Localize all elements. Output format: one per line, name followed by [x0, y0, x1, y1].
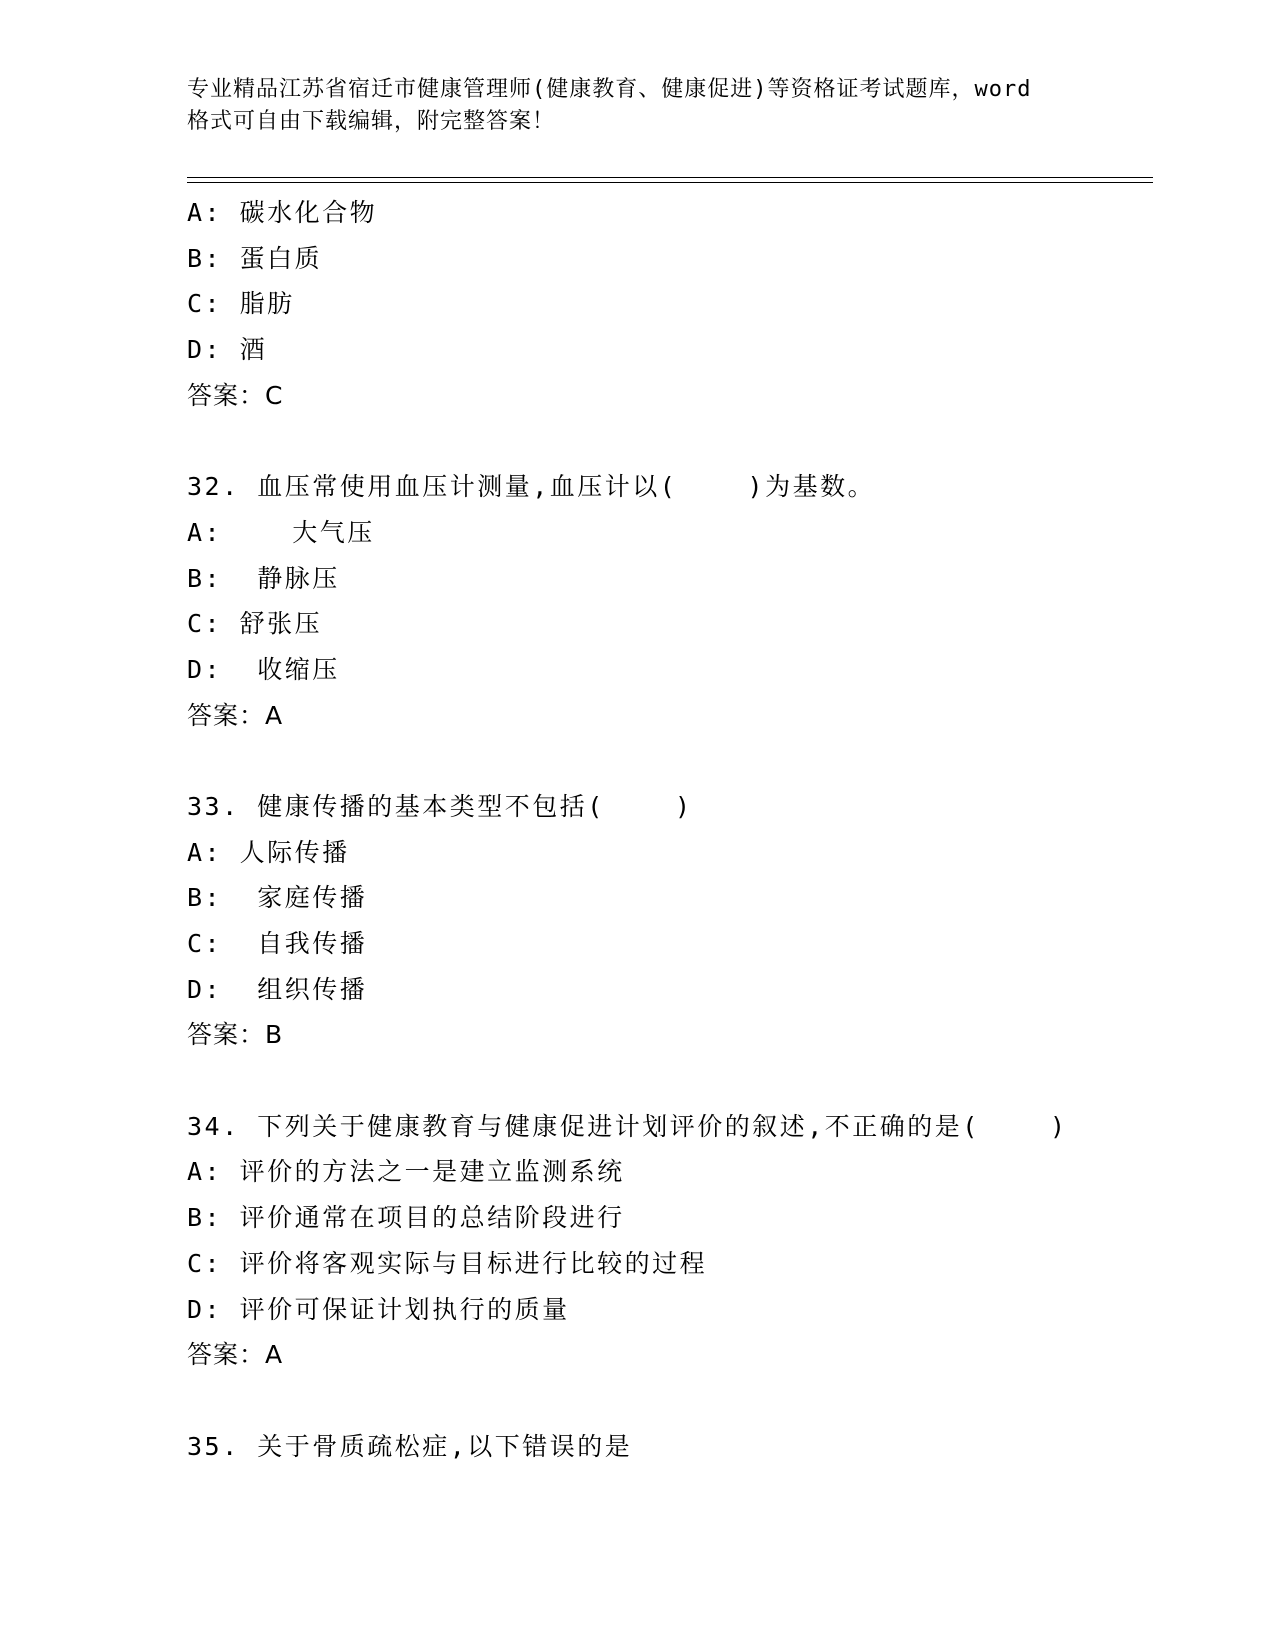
option-b: B: 蛋白质: [187, 243, 323, 273]
option-b: B: 评价通常在项目的总结阶段进行: [187, 1203, 625, 1233]
spacer: [187, 1058, 1153, 1104]
option-c: C: 自我传播: [187, 929, 368, 958]
header-line-1: 专业精品江苏省宿迁市健康管理师(健康教育、健康促进)等资格证考试题库，word: [187, 77, 1032, 102]
header-line-2: 格式可自由下载编辑，附完整答案！: [187, 109, 556, 134]
option-a: A: 评价的方法之一是建立监测系统: [187, 1157, 625, 1187]
page-header: [187, 74, 1087, 138]
answer: 答案：A: [187, 700, 284, 730]
header-rule-bottom: [187, 182, 1153, 183]
question-31: [187, 190, 1153, 418]
question-list: [187, 190, 1153, 1469]
option-b: B: 静脉压: [187, 563, 340, 593]
header-rule-top: [187, 177, 1153, 178]
spacer: [187, 1378, 1153, 1424]
answer: 答案：A: [187, 1340, 284, 1370]
question-stem: 33. 健康传播的基本类型不包括( ): [187, 791, 693, 821]
question-32: [187, 464, 1153, 738]
question-33: [187, 784, 1153, 1058]
answer: 答案：C: [187, 380, 284, 410]
option-d: D: 收缩压: [187, 654, 340, 684]
option-d: D: 评价可保证计划执行的质量: [187, 1294, 570, 1324]
option-a: A: 人际传播: [187, 837, 350, 867]
question-stem: 34. 下列关于健康教育与健康促进计划评价的叙述,不正确的是( ): [187, 1111, 1068, 1141]
spacer: [187, 738, 1153, 784]
option-b: B: 家庭传播: [187, 883, 368, 913]
spacer: [187, 418, 1153, 464]
option-c: C: 舒张压: [187, 609, 323, 639]
option-a: A: 大气压: [187, 517, 375, 547]
question-stem: 32. 血压常使用血压计测量,血压计以( )为基数。: [187, 472, 876, 502]
option-a: A: 碳水化合物: [187, 198, 378, 227]
option-c: C: 评价将客观实际与目标进行比较的过程: [187, 1248, 708, 1278]
question-35: [187, 1424, 1153, 1470]
question-34: [187, 1104, 1153, 1378]
question-stem: 35. 关于骨质疏松症,以下错误的是: [187, 1431, 633, 1461]
answer: 答案：B: [187, 1020, 284, 1050]
option-c: C: 脂肪: [187, 289, 295, 319]
option-d: D: 组织传播: [187, 974, 368, 1004]
option-d: D: 酒: [187, 335, 268, 365]
